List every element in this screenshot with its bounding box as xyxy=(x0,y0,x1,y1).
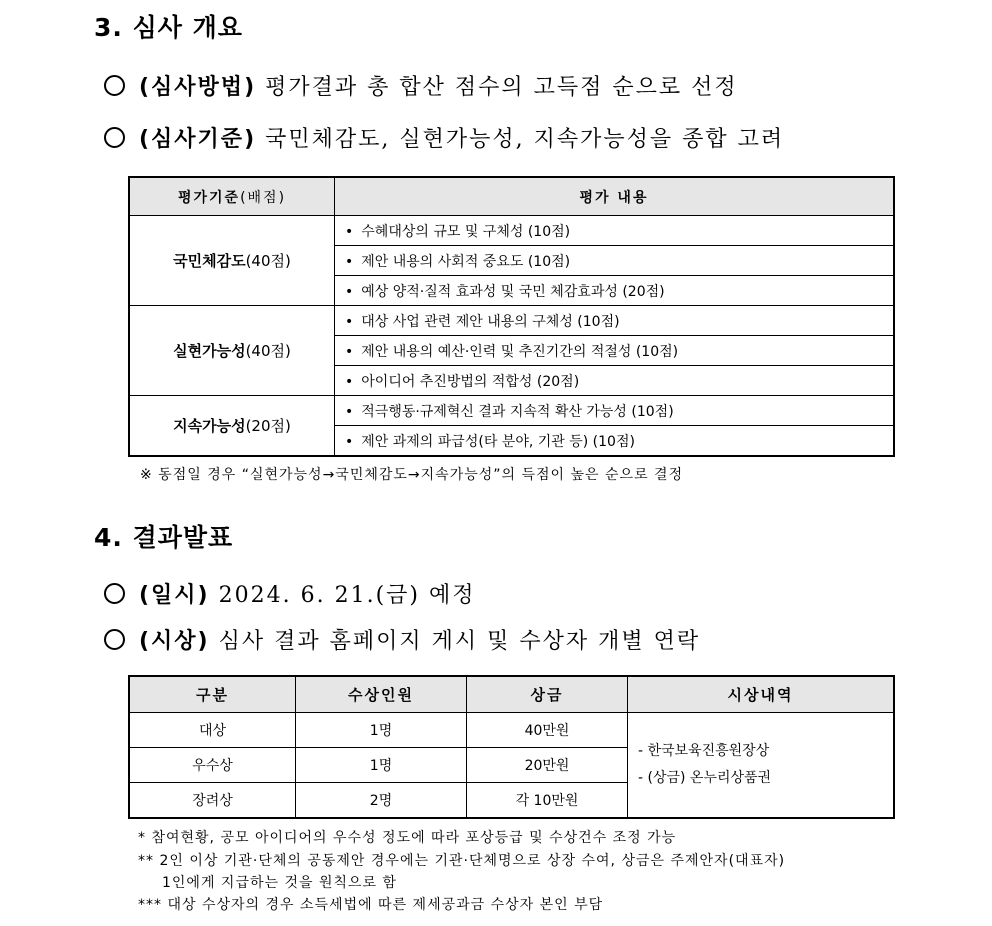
footnote-2-cont: 1인에게 지급하는 것을 원칙으로 함 xyxy=(162,875,398,891)
circle-bullet-icon xyxy=(104,629,125,650)
table-row xyxy=(129,396,894,426)
award-category: 장려상 xyxy=(129,783,296,819)
criteria-item: • 대상 사업 관련 제안 내용의 구체성 (10점) xyxy=(335,306,895,336)
header-award-detail: 시상내역 xyxy=(628,676,895,713)
evaluation-criteria-table xyxy=(128,176,895,457)
award-detail-cell xyxy=(628,713,895,819)
criteria-item: • 제안 내용의 사회적 중요도 (10점) xyxy=(335,246,895,276)
table-row xyxy=(129,713,894,748)
circle-bullet-icon xyxy=(104,583,125,604)
award-count: 1명 xyxy=(296,748,467,783)
criteria-item: • 예상 양적·질적 효과성 및 국민 체감효과성 (20점) xyxy=(335,276,895,306)
header-count: 수상인원 xyxy=(296,676,467,713)
award-prize: 40만원 xyxy=(467,713,628,748)
criteria-cell: 국민체감도(40점) xyxy=(129,216,335,306)
header-prize: 상금 xyxy=(467,676,628,713)
criteria-item: • 제안 내용의 예산·인력 및 추진기간의 적절성 (10점) xyxy=(335,336,895,366)
table-row xyxy=(129,306,894,336)
criteria-cell: 지속가능성(20점) xyxy=(129,396,335,457)
announce-date-tag: (일시) xyxy=(139,583,210,608)
review-criteria-tag: (심사기준) xyxy=(139,127,257,152)
section-4-title: 4. 결과발표 xyxy=(94,523,234,552)
criteria-cell: 실현가능성(40점) xyxy=(129,306,335,396)
review-method-tag: (심사방법) xyxy=(139,75,257,100)
review-criteria-line xyxy=(104,122,784,153)
award-category: 대상 xyxy=(129,713,296,748)
award-text: 심사 결과 홈페이지 게시 및 수상자 개별 연락 xyxy=(218,629,701,654)
award-prize: 20만원 xyxy=(467,748,628,783)
criteria-item: • 제안 과제의 파급성(타 분야, 기관 등) (10점) xyxy=(335,426,895,457)
criteria-item: • 적극행동·규제혁신 결과 지속적 확산 가능성 (10점) xyxy=(335,396,895,426)
header-content: 평가 내용 xyxy=(335,177,895,216)
award-tag: (시상) xyxy=(139,629,210,654)
announce-date-text: 2024. 6. 21.(금) 예정 xyxy=(218,583,476,608)
award-count: 1명 xyxy=(296,713,467,748)
footnote-2: ** 2인 이상 기관·단체의 공동제안 경우에는 기관·단체명으로 상장 수여, 상금은 주제안자(대표자) xyxy=(138,853,786,869)
tie-break-note: ※ 동점일 경우 “실현가능성→국민체감도→지속가능성”의 득점이 높은 순으로 결정 xyxy=(140,467,684,483)
review-criteria-text: 국민체감도, 실현가능성, 지속가능성을 종합 고려 xyxy=(265,127,785,152)
table-header-row xyxy=(129,177,894,216)
circle-bullet-icon xyxy=(104,75,125,96)
review-method-line xyxy=(104,70,738,101)
table-header-row xyxy=(129,676,894,713)
award-detail-line: - (상금) 온누리상품권 xyxy=(638,770,772,786)
award-count: 2명 xyxy=(296,783,467,819)
table-row xyxy=(129,216,894,246)
award-detail-line: - 한국보육진흥원장상 xyxy=(638,743,770,759)
footnote-3: *** 대상 수상자의 경우 소득세법에 따른 제세공과금 수상자 본인 부담 xyxy=(138,897,604,913)
award-table xyxy=(128,675,895,819)
header-criteria: 평가기준(배점) xyxy=(129,177,335,216)
award-line xyxy=(104,624,700,655)
header-category: 구분 xyxy=(129,676,296,713)
criteria-item: • 아이디어 추진방법의 적합성 (20점) xyxy=(335,366,895,396)
award-category: 우수상 xyxy=(129,748,296,783)
footnote-1: * 참여현황, 공모 아이디어의 우수성 정도에 따라 포상등급 및 수상건수 조정 가능 xyxy=(138,830,677,846)
circle-bullet-icon xyxy=(104,127,125,148)
criteria-item: • 수혜대상의 규모 및 구체성 (10점) xyxy=(335,216,895,246)
review-method-text: 평가결과 총 합산 점수의 고득점 순으로 선정 xyxy=(265,75,738,100)
announce-date-line xyxy=(104,578,476,609)
award-prize: 각 10만원 xyxy=(467,783,628,819)
section-3-title: 3. 심사 개요 xyxy=(94,13,243,42)
